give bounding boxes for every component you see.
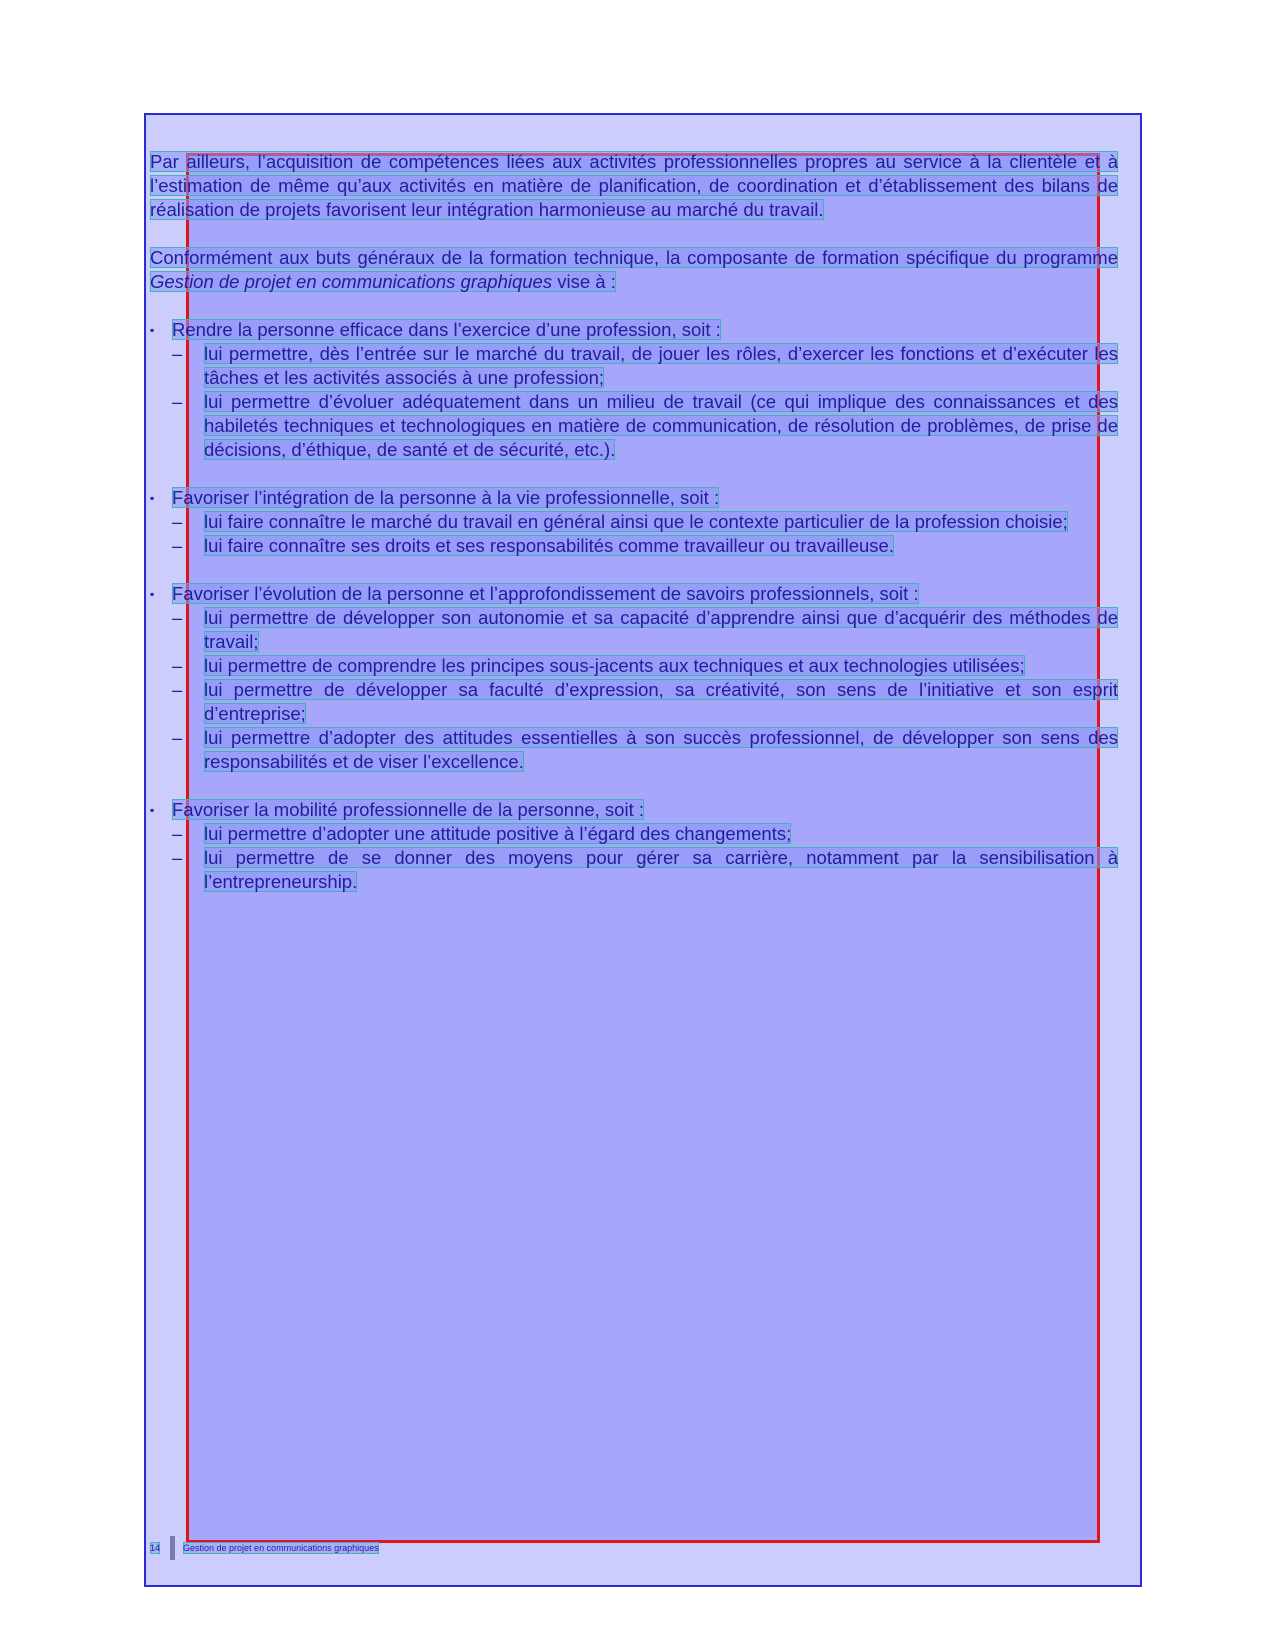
dash-icon: – <box>172 655 183 676</box>
dash-icon: – <box>172 391 183 412</box>
sub-list <box>150 606 1118 774</box>
list-item-text: lui permettre, dès l’entrée sur le marché du travail, de jouer les rôles, d’exercer les fonctions et d’exécuter les tâches et les activités associés à une profession; <box>204 343 1118 388</box>
list-item-text: lui permettre d’adopter des attitudes essentielles à son succès professionnel, de développer son sens des responsabilités et de viser l’excellence. <box>204 727 1118 772</box>
intro-after: vise à : <box>552 271 616 292</box>
bullet-item <box>150 486 1118 510</box>
dash-icon: – <box>172 823 183 844</box>
list-item <box>150 822 1118 846</box>
document-body <box>150 150 1118 918</box>
section-evolution <box>150 582 1118 774</box>
sub-list <box>150 510 1118 558</box>
list-item-text: lui permettre de comprendre les principes sous-jacents aux techniques et aux technologies utilisées; <box>204 655 1025 676</box>
list-item <box>150 678 1118 726</box>
list-item <box>150 390 1118 462</box>
list-item-text: lui permettre de développer sa faculté d’expression, sa créativité, son sens de l’initiative et son esprit d’entreprise; <box>204 679 1118 724</box>
list-item <box>150 654 1118 678</box>
dash-icon: – <box>172 847 183 868</box>
list-item-text: lui permettre de se donner des moyens pour gérer sa carrière, notamment par la sensibilisation à l’entrepreneurship. <box>204 847 1118 892</box>
bullet-item <box>150 798 1118 822</box>
bullet-icon: ▪ <box>150 587 155 601</box>
footer-separator <box>170 1536 175 1560</box>
dash-icon: – <box>172 511 183 532</box>
bullet-heading: Favoriser l’évolution de la personne et l’approfondissement de savoirs professionnels, soit : <box>172 583 919 604</box>
sub-list <box>150 822 1118 894</box>
page-number: 14 <box>150 1543 161 1553</box>
dash-icon: – <box>172 679 183 700</box>
bullet-heading: Favoriser l’intégration de la personne à la vie professionnelle, soit : <box>172 487 720 508</box>
list-item <box>150 606 1118 654</box>
list-item-text: lui permettre de développer son autonomie et sa capacité d’apprendre ainsi que d’acquérir des méthodes de travail; <box>204 607 1118 652</box>
bullet-heading: Favoriser la mobilité professionnelle de la personne, soit : <box>172 799 644 820</box>
program-title: Gestion de projet en communications graphiques <box>150 271 553 292</box>
bullet-heading: Rendre la personne efficace dans l’exercice d’une profession, soit : <box>172 319 721 340</box>
sub-list <box>150 342 1118 462</box>
list-item-text: lui faire connaître le marché du travail en général ainsi que le contexte particulier de la profession choisie; <box>204 511 1068 532</box>
list-item-text: lui permettre d’adopter une attitude positive à l’égard des changements; <box>204 823 792 844</box>
dash-icon: – <box>172 727 183 748</box>
list-item-text: lui faire connaître ses droits et ses responsabilités comme travailleur ou travailleuse. <box>204 535 894 556</box>
list-item <box>150 510 1118 534</box>
section-efficacite <box>150 318 1118 462</box>
bullet-icon: ▪ <box>150 491 155 505</box>
section-mobilite <box>150 798 1118 894</box>
paragraph-text: Par ailleurs, l’acquisition de compétences liées aux activités professionnelles propres au service à la clientèle et à l’estimation de même qu’aux activités en matière de planification, de coordination et d’établissement des bilans de réalisation de projets favorisent leur intégration harmonieuse au marché du travail. <box>150 151 1118 220</box>
page-footer <box>150 1536 379 1560</box>
bullet-item <box>150 582 1118 606</box>
bullet-icon: ▪ <box>150 803 155 817</box>
list-item <box>150 342 1118 390</box>
list-item-text: lui permettre d’évoluer adéquatement dans un milieu de travail (ce qui implique des connaissances et des habiletés techniques et technologiques en matière de communication, de résolution de problèmes, de prise de décisions, d’éthique, de santé et de sécurité, etc.). <box>204 391 1118 460</box>
list-item <box>150 726 1118 774</box>
intro-before: Conformément aux buts généraux de la formation technique, la composante de formation spécifique du programme <box>150 247 1118 268</box>
dash-icon: – <box>172 535 183 556</box>
list-item <box>150 846 1118 894</box>
dash-icon: – <box>172 343 183 364</box>
bullet-icon: ▪ <box>150 323 155 337</box>
section-integration <box>150 486 1118 558</box>
paragraph-acquisition <box>150 150 1118 222</box>
footer-title: Gestion de projet en communications graphiques <box>183 1543 379 1553</box>
paragraph-intro <box>150 246 1118 294</box>
list-item <box>150 534 1118 558</box>
bullet-item <box>150 318 1118 342</box>
dash-icon: – <box>172 607 183 628</box>
